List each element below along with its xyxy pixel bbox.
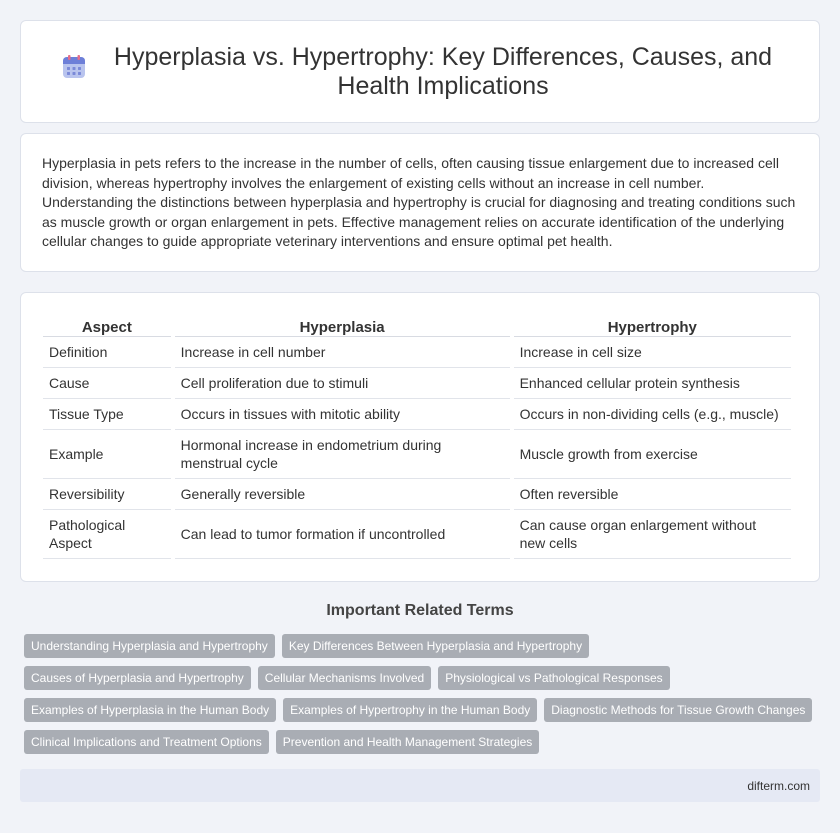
related-term-link[interactable]: Cellular Mechanisms Involved (258, 666, 431, 690)
related-term-link[interactable]: Understanding Hyperplasia and Hypertrophy (24, 634, 275, 658)
table-cell: Increase in cell number (175, 337, 510, 368)
table-row (43, 368, 791, 399)
related-term-link[interactable]: Key Differences Between Hyperplasia and Hypertrophy (282, 634, 589, 658)
footer-site-link[interactable]: difterm.com (747, 779, 810, 793)
related-term-link[interactable]: Causes of Hyperplasia and Hypertrophy (24, 666, 251, 690)
table-row (43, 399, 791, 430)
table-cell: Hormonal increase in endometrium during menstrual cycle (175, 430, 510, 479)
page-title: Hyperplasia vs. Hypertrophy: Key Differences, Causes, and Health Implications (113, 42, 773, 100)
header-card (20, 20, 820, 123)
table-header-row (43, 315, 791, 337)
table-cell: Occurs in non-dividing cells (e.g., muscle) (514, 399, 791, 430)
calendar-icon (61, 54, 87, 80)
table-cell: Can cause organ enlargement without new cells (514, 510, 791, 559)
table-cell: Often reversible (514, 479, 791, 510)
intro-paragraph: Hyperplasia in pets refers to the increase in the number of cells, often causing tissue enlargement due to increased cell division, whereas hypertrophy involves the enlargement of existing cells without an increase in cell number. Understanding the distinctions between hyperplasia and hypertrophy is crucial for diagnosing and treating conditions such as muscle growth or organ enlargement in pets. Effective management relies on accurate identification of the underlying cellular changes to guide appropriate veterinary interventions and ensure optimal pet health. (42, 155, 796, 250)
column-header-hypertrophy: Hypertrophy (514, 315, 791, 337)
intro-card (20, 133, 820, 272)
related-term-link[interactable]: Clinical Implications and Treatment Options (24, 730, 269, 754)
table-cell: Cause (43, 368, 171, 399)
comparison-table-card (20, 292, 820, 582)
table-cell: Cell proliferation due to stimuli (175, 368, 510, 399)
table-cell: Enhanced cellular protein synthesis (514, 368, 791, 399)
related-term-link[interactable]: Physiological vs Pathological Responses (438, 666, 669, 690)
table-cell: Occurs in tissues with mitotic ability (175, 399, 510, 430)
related-term-link[interactable]: Examples of Hypertrophy in the Human Body (283, 698, 537, 722)
table-row (43, 430, 791, 479)
related-terms-list (24, 634, 820, 754)
related-term-link[interactable]: Prevention and Health Management Strategies (276, 730, 540, 754)
related-term-link[interactable]: Examples of Hyperplasia in the Human Body (24, 698, 276, 722)
table-cell: Generally reversible (175, 479, 510, 510)
column-header-aspect: Aspect (43, 315, 171, 337)
table-cell: Can lead to tumor formation if uncontrolled (175, 510, 510, 559)
table-row (43, 337, 791, 368)
table-cell: Pathological Aspect (43, 510, 171, 559)
table-cell: Tissue Type (43, 399, 171, 430)
table-row (43, 510, 791, 559)
column-header-hyperplasia: Hyperplasia (175, 315, 510, 337)
table-cell: Definition (43, 337, 171, 368)
related-terms-title: Important Related Terms (326, 602, 514, 619)
table-cell: Reversibility (43, 479, 171, 510)
related-term-link[interactable]: Diagnostic Methods for Tissue Growth Changes (544, 698, 812, 722)
table-cell: Muscle growth from exercise (514, 430, 791, 479)
footer (20, 769, 820, 802)
table-cell: Example (43, 430, 171, 479)
table-row (43, 479, 791, 510)
table-cell: Increase in cell size (514, 337, 791, 368)
comparison-table (39, 315, 795, 559)
